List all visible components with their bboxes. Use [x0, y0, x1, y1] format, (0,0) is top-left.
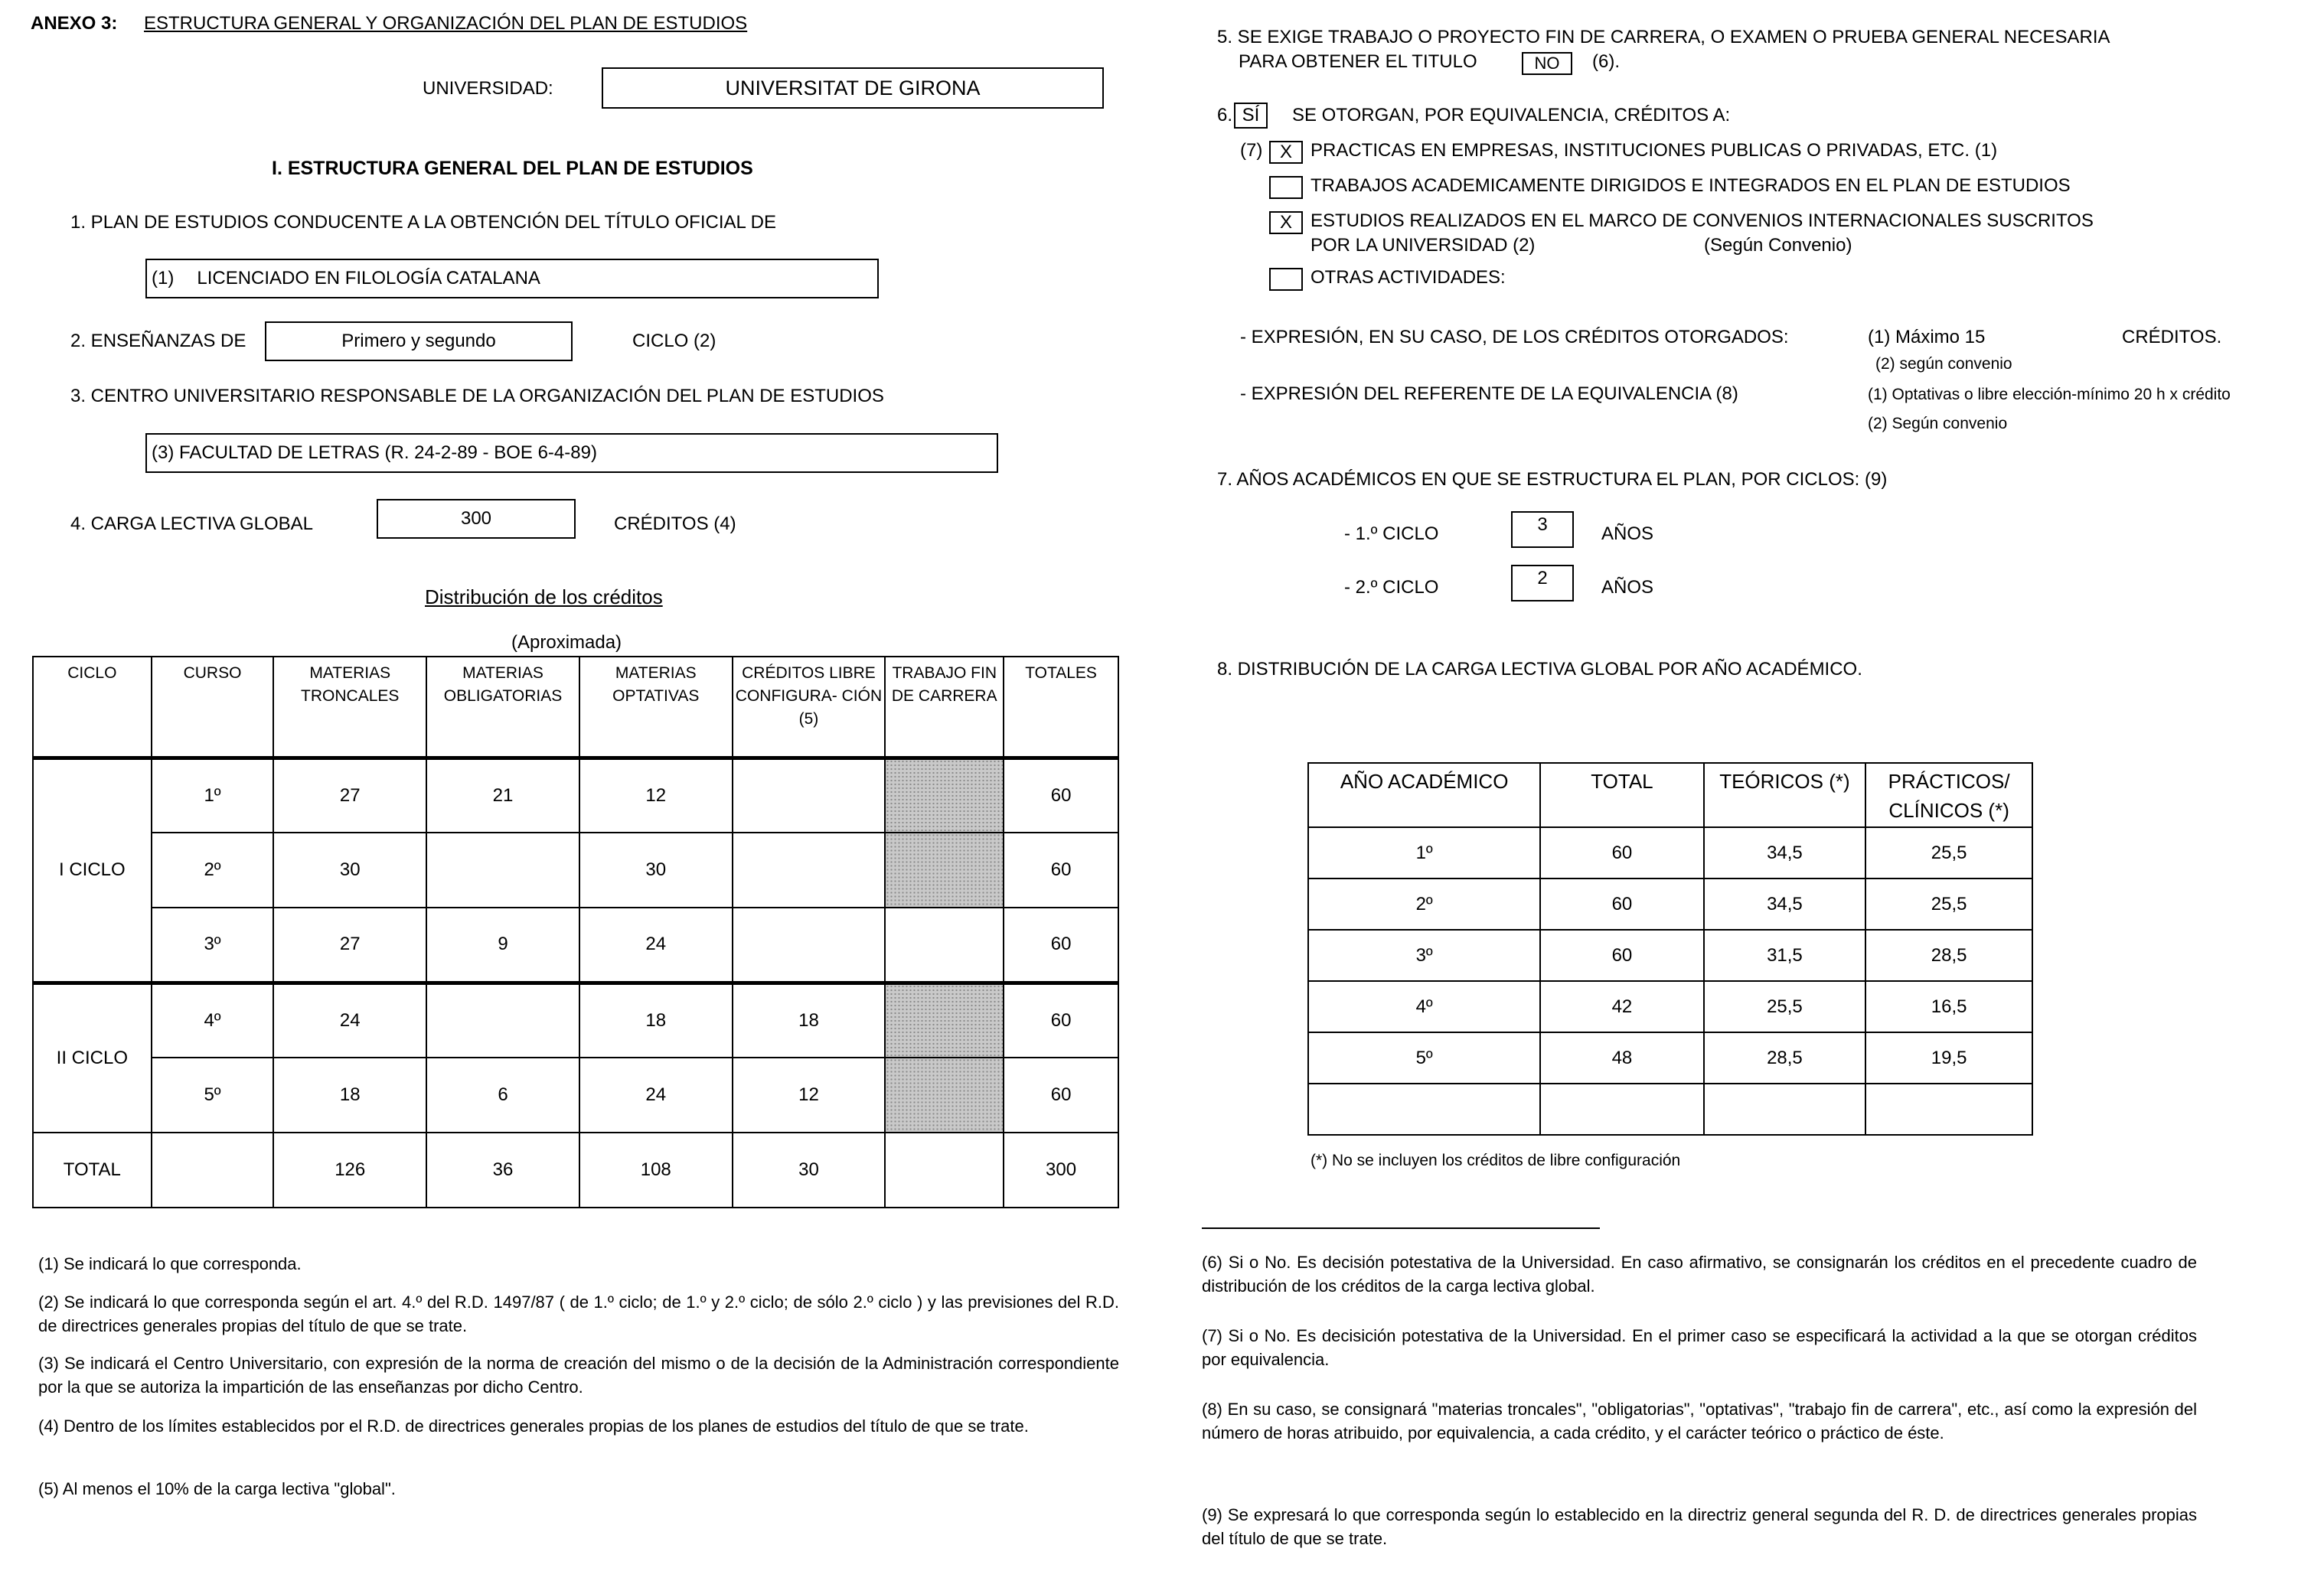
expr1-value1: (1) Máximo 15	[1868, 327, 1986, 347]
load-by-year-table	[1307, 762, 2033, 1136]
curso-cell: 2º	[152, 833, 274, 908]
footnote-4: (4) Dentro de los límites establecidos por el R.D. de directrices generales propias de los planes de estudios del título de que se trate.	[38, 1416, 1029, 1436]
libre-cell: 18	[733, 983, 886, 1058]
ciclo2-label: - 2.º CICLO	[1344, 577, 1439, 598]
obligatorias-cell	[426, 983, 579, 1058]
dist-subtitle: (Aproximada)	[511, 632, 622, 653]
total-cell: 60	[1540, 879, 1703, 930]
ciclo2-years-field: 2	[1511, 565, 1574, 601]
item1-label: 1. PLAN DE ESTUDIOS CONDUCENTE A LA OBTENCIÓN DEL TÍTULO OFICIAL DE	[70, 212, 776, 233]
annex-label: ANEXO 3:	[31, 13, 118, 34]
footnote-3: (3) Se indicará el Centro Universitario, con expresión de la norma de creación del mismo o de la decisión de la Administración correspondiente por la que se autoriza la impartición de las enseñanzas por dicho Centro.	[38, 1354, 1119, 1397]
centro-field: (3) FACULTAD DE LETRAS (R. 24-2-89 - BOE 6-4-89)	[145, 433, 998, 473]
curso-cell: 4º	[152, 983, 274, 1058]
expr2-value2: (2) Según convenio	[1868, 415, 2008, 432]
libre-cell: 12	[733, 1058, 886, 1133]
table-row	[33, 908, 1118, 983]
item8-label: 8. DISTRIBUCIÓN DE LA CARGA LECTIVA GLOBAL POR AÑO ACADÉMICO.	[1217, 659, 1862, 680]
expr1-value2: (2) según convenio	[1875, 355, 2012, 373]
table-row	[1308, 1032, 2032, 1084]
option-estudios-label: ESTUDIOS REALIZADOS EN EL MARCO DE CONVENIOS INTERNACIONALES SUSCRITOS	[1311, 210, 2094, 231]
libre-cell	[733, 908, 886, 983]
practicos-cell	[1865, 1084, 2032, 1135]
footnote-6: (6) Si o No. Es decisión potestativa de la Universidad. En caso afirmativo, se consignarán los créditos en el precedente cuadro de distribución de los créditos de la carga lectiva global.	[1202, 1253, 2197, 1296]
table-note: (*) No se incluyen los créditos de libre configuración	[1311, 1152, 1681, 1169]
item5-suffix: (6).	[1592, 51, 1620, 72]
table-row	[1308, 981, 2032, 1032]
item2-suffix: CICLO (2)	[632, 331, 716, 351]
ciclo1-years-field: 3	[1511, 511, 1574, 548]
troncales-cell: 126	[273, 1133, 426, 1208]
footnote-8: (8) En su caso, se consignará "materias troncales", "obligatorias", "optativas", "trabajo fin de carrera", etc., así como la expresión del número de horas atribuido, por equivalencia, a cada crédito, y el carácter teórico o práctico de éste.	[1202, 1400, 2197, 1442]
total-row	[33, 1133, 1118, 1208]
col-teoricos: TEÓRICOS (*)	[1704, 763, 1866, 827]
optativas-cell: 24	[579, 1058, 733, 1133]
col-ciclo: CICLO	[33, 657, 152, 758]
libre-cell	[733, 833, 886, 908]
item6-answer-box: SÍ	[1234, 103, 1268, 129]
curso-cell: 5º	[152, 1058, 274, 1133]
footnote-2: (2) Se indicará lo que corresponda según el art. 4.º del R.D. 1497/87 ( de 1.º ciclo; de 1.º y 2.º ciclo; de sólo 2.º ciclo ) y las previsiones del R.D. de directrices generales propias del título de que se trate.	[38, 1293, 1119, 1335]
option-estudios-checkbox[interactable]: X	[1269, 211, 1303, 234]
dist-title: Distribución de los créditos	[425, 585, 663, 608]
totales-cell: 60	[1004, 833, 1118, 908]
total-cell: 60	[1540, 930, 1703, 981]
title-ref: (1)	[152, 268, 175, 288]
troncales-cell: 24	[273, 983, 426, 1058]
item4-label: 4. CARGA LECTIVA GLOBAL	[70, 513, 314, 534]
libre-cell: 30	[733, 1133, 886, 1208]
teoricos-cell	[1704, 1084, 1866, 1135]
ano-cell: 1º	[1308, 827, 1540, 879]
universidad-field: UNIVERSITAT DE GIRONA	[602, 67, 1104, 109]
ano-cell: 5º	[1308, 1032, 1540, 1084]
trabajo-cell	[885, 1133, 1004, 1208]
option-estudios-label-2: POR LA UNIVERSIDAD (2)	[1311, 235, 1536, 256]
col-practicos: PRÁCTICOS/ CLÍNICOS (*)	[1865, 763, 2032, 827]
teoricos-cell: 25,5	[1704, 981, 1866, 1032]
curso-cell: 1º	[152, 758, 274, 833]
table-row	[33, 983, 1118, 1058]
carga-field: 300	[377, 499, 576, 539]
practicos-cell: 25,5	[1865, 827, 2032, 879]
ensenanzas-field: Primero y segundo	[265, 321, 573, 361]
ano-cell: 2º	[1308, 879, 1540, 930]
practicos-cell: 19,5	[1865, 1032, 2032, 1084]
total-cell	[1540, 1084, 1703, 1135]
item2-label: 2. ENSEÑANZAS DE	[70, 331, 246, 351]
option-practicas-checkbox[interactable]: X	[1269, 141, 1303, 164]
item5-answer-box: NO	[1522, 52, 1572, 75]
obligatorias-cell: 6	[426, 1058, 579, 1133]
universidad-label: UNIVERSIDAD:	[423, 78, 553, 99]
option-estudios-note: (Según Convenio)	[1704, 235, 1852, 256]
item7-label: 7. AÑOS ACADÉMICOS EN QUE SE ESTRUCTURA EL PLAN, POR CICLOS: (9)	[1217, 469, 1888, 490]
item6-ref: (7)	[1240, 140, 1263, 161]
optativas-cell: 24	[579, 908, 733, 983]
col-ano: AÑO ACADÉMICO	[1308, 763, 1540, 827]
practicos-cell: 16,5	[1865, 981, 2032, 1032]
optativas-cell: 30	[579, 833, 733, 908]
table-row	[1308, 879, 2032, 930]
teoricos-cell: 28,5	[1704, 1032, 1866, 1084]
option-otras-checkbox[interactable]	[1269, 268, 1303, 291]
trabajo-cell-shaded	[885, 1058, 1004, 1133]
teoricos-cell: 34,5	[1704, 827, 1866, 879]
ciclo-2-cell: II CICLO	[33, 983, 152, 1133]
curso-cell	[152, 1133, 274, 1208]
totales-cell: 60	[1004, 983, 1118, 1058]
total-cell: 42	[1540, 981, 1703, 1032]
item6-label: SE OTORGAN, POR EQUIVALENCIA, CRÉDITOS A:	[1292, 105, 1731, 126]
obligatorias-cell: 36	[426, 1133, 579, 1208]
ano-cell	[1308, 1084, 1540, 1135]
col-troncales: MATERIAS TRONCALES	[273, 657, 426, 758]
optativas-cell: 18	[579, 983, 733, 1058]
total-cell: 60	[1540, 827, 1703, 879]
troncales-cell: 18	[273, 1058, 426, 1133]
troncales-cell: 30	[273, 833, 426, 908]
title-value: LICENCIADO EN FILOLOGÍA CATALANA	[197, 268, 540, 288]
ciclo2-unit: AÑOS	[1601, 577, 1654, 598]
totales-cell: 60	[1004, 1058, 1118, 1133]
optativas-cell: 12	[579, 758, 733, 833]
section-title: I. ESTRUCTURA GENERAL DEL PLAN DE ESTUDIOS	[272, 158, 753, 179]
col-optativas: MATERIAS OPTATIVAS	[579, 657, 733, 758]
col-libre: CRÉDITOS LIBRE CONFIGURA- CIÓN (5)	[733, 657, 886, 758]
footnote-divider	[1202, 1227, 1600, 1229]
obligatorias-cell: 21	[426, 758, 579, 833]
title-field	[145, 259, 879, 298]
table-row	[1308, 827, 2032, 879]
footnote-5: (5) Al menos el 10% de la carga lectiva "global".	[38, 1479, 396, 1498]
ciclo1-unit: AÑOS	[1601, 523, 1654, 544]
table-row	[33, 833, 1118, 908]
optativas-cell: 108	[579, 1133, 733, 1208]
teoricos-cell: 34,5	[1704, 879, 1866, 930]
troncales-cell: 27	[273, 758, 426, 833]
total-cell: 48	[1540, 1032, 1703, 1084]
option-otras-label: OTRAS ACTIVIDADES:	[1311, 267, 1506, 288]
table-row	[33, 758, 1118, 833]
obligatorias-cell	[426, 833, 579, 908]
trabajo-cell-shaded	[885, 833, 1004, 908]
credit-distribution-table	[32, 656, 1119, 1208]
footnote-9: (9) Se expresará lo que corresponda según lo establecido en la directriz general segunda del R. D. de directrices generales propias del título de que se trate.	[1202, 1505, 2197, 1548]
item3-label: 3. CENTRO UNIVERSITARIO RESPONSABLE DE LA ORGANIZACIÓN DEL PLAN DE ESTUDIOS	[70, 386, 884, 406]
expr1-unit: CRÉDITOS.	[2122, 327, 2222, 347]
item6-number: 6.	[1217, 105, 1233, 126]
troncales-cell: 27	[273, 908, 426, 983]
option-trabajos-checkbox[interactable]	[1269, 176, 1303, 199]
ano-cell: 3º	[1308, 930, 1540, 981]
expr2-value1: (1) Optativas o libre elección-mínimo 20 h x crédito	[1868, 386, 2231, 403]
expr2-label: - EXPRESIÓN DEL REFERENTE DE LA EQUIVALENCIA (8)	[1240, 383, 1738, 404]
totales-cell: 60	[1004, 908, 1118, 983]
option-practicas-label: PRACTICAS EN EMPRESAS, INSTITUCIONES PUBLICAS O PRIVADAS, ETC. (1)	[1311, 140, 1998, 161]
obligatorias-cell: 9	[426, 908, 579, 983]
col-trabajo: TRABAJO FIN DE CARRERA	[885, 657, 1004, 758]
practicos-cell: 28,5	[1865, 930, 2032, 981]
footnote-7: (7) Si o No. Es decisición potestativa de la Universidad. En el primer caso se especificará la actividad a la que se otorgan créditos por equivalencia.	[1202, 1326, 2197, 1369]
trabajo-cell	[885, 908, 1004, 983]
col-totales: TOTALES	[1004, 657, 1118, 758]
item5-line1: 5. SE EXIGE TRABAJO O PROYECTO FIN DE CARRERA, O EXAMEN O PRUEBA GENERAL NECESARIA	[1217, 27, 2110, 47]
table-row	[1308, 930, 2032, 981]
col-curso: CURSO	[152, 657, 274, 758]
col-total: TOTAL	[1540, 763, 1703, 827]
total-label: TOTAL	[33, 1133, 152, 1208]
practicos-cell: 25,5	[1865, 879, 2032, 930]
libre-cell	[733, 758, 886, 833]
item5-line2: PARA OBTENER EL TITULO	[1239, 51, 1477, 72]
curso-cell: 3º	[152, 908, 274, 983]
teoricos-cell: 31,5	[1704, 930, 1866, 981]
ano-cell: 4º	[1308, 981, 1540, 1032]
table-row	[1308, 1084, 2032, 1135]
ciclo1-label: - 1.º CICLO	[1344, 523, 1439, 544]
footnote-1: (1) Se indicará lo que corresponda.	[38, 1254, 302, 1273]
item4-suffix: CRÉDITOS (4)	[614, 513, 736, 534]
expr1-label: - EXPRESIÓN, EN SU CASO, DE LOS CRÉDITOS OTORGADOS:	[1240, 327, 1789, 347]
col-obligatorias: MATERIAS OBLIGATORIAS	[426, 657, 579, 758]
totales-cell: 60	[1004, 758, 1118, 833]
option-trabajos-label: TRABAJOS ACADEMICAMENTE DIRIGIDOS E INTEGRADOS EN EL PLAN DE ESTUDIOS	[1311, 175, 2071, 196]
ciclo-1-cell: I CICLO	[33, 758, 152, 983]
trabajo-cell-shaded	[885, 758, 1004, 833]
totales-cell: 300	[1004, 1133, 1118, 1208]
annex-title: ESTRUCTURA GENERAL Y ORGANIZACIÓN DEL PLAN DE ESTUDIOS	[144, 13, 748, 34]
table-row	[33, 1058, 1118, 1133]
trabajo-cell-shaded	[885, 983, 1004, 1058]
